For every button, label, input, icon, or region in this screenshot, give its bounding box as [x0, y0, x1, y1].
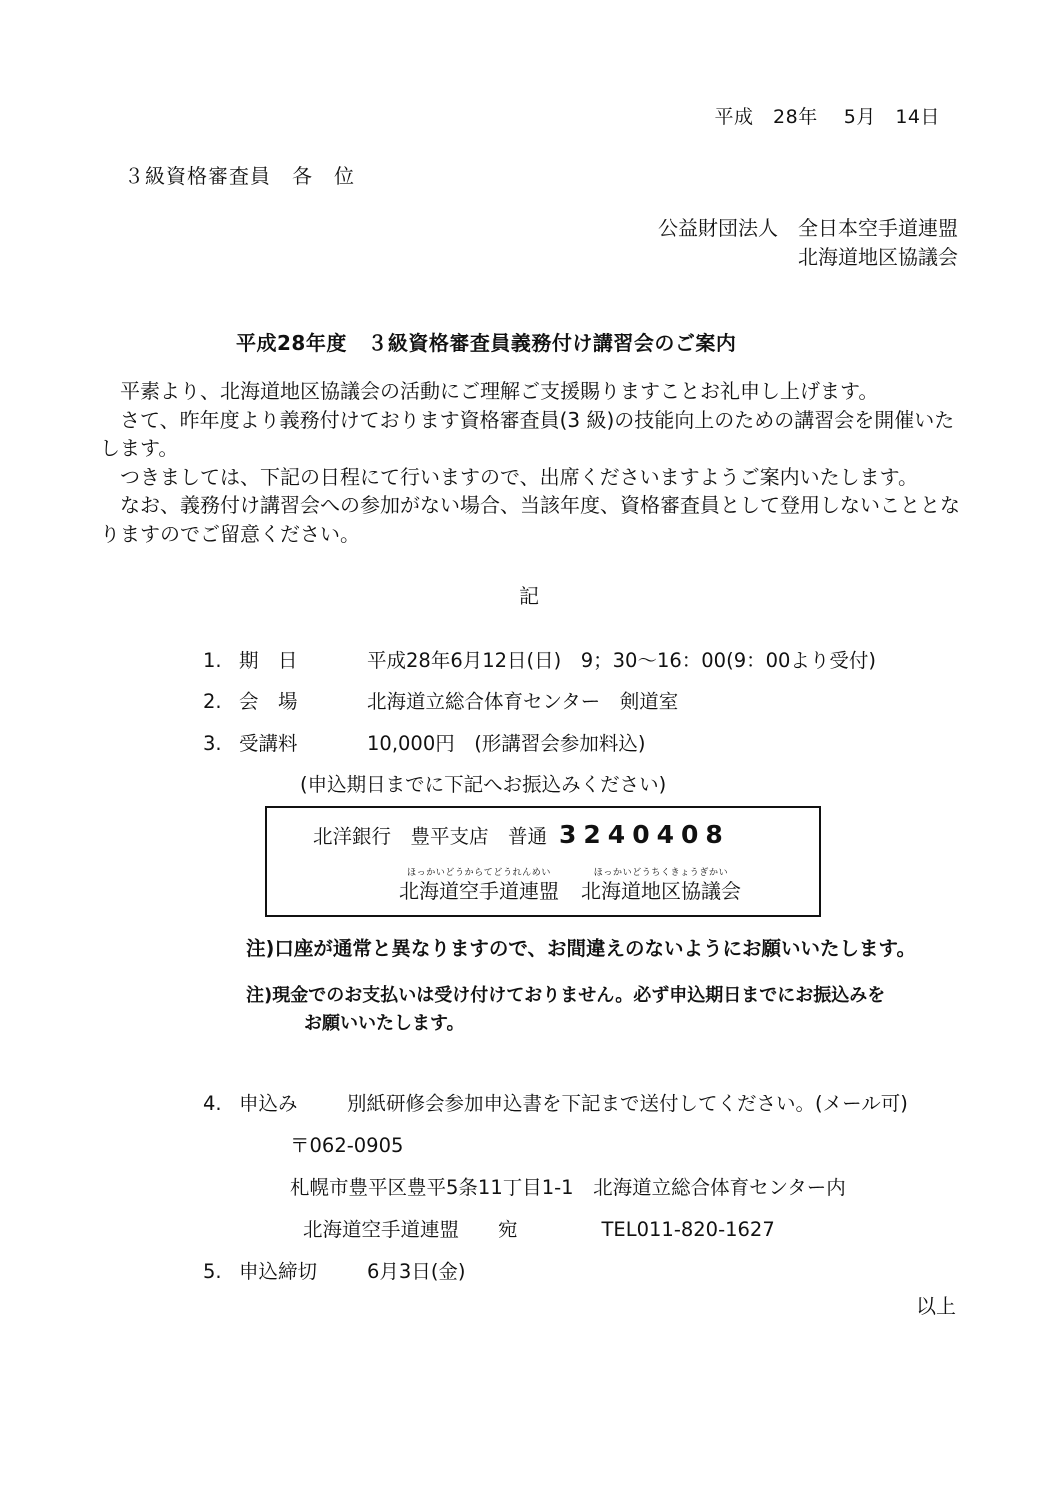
body-paragraph-greeting: 平素より、北海道地区協議会の活動にご理解ご支援賜りますことお礼申し上げます。: [120, 379, 879, 403]
sender-block: [658, 214, 958, 272]
note-payment: [246, 982, 966, 1038]
item-label: 期 日: [239, 649, 298, 672]
body-paragraph-warning: なお、義務付け講習会への参加がない場合、当該年度、資格審査員として登用しないこととなりますのでご留意ください。: [100, 493, 960, 546]
bank-info-line: [313, 820, 730, 849]
mailing-address: 札幌市豊平区豊平5条11丁目1-1 北海道立総合体育センター内: [290, 1176, 846, 1199]
item-fee: [203, 728, 645, 756]
item-number: 5.: [203, 1260, 222, 1283]
item-label: 受講料: [239, 732, 298, 755]
account-holder-federation: [399, 868, 559, 903]
recipient-name: 北海道空手道連盟 宛: [303, 1218, 518, 1241]
item-apply: [203, 1088, 908, 1116]
body-text: [100, 377, 960, 548]
bank-account-box: [265, 806, 821, 917]
note-payment-line1: 注)現金でのお支払いは受け付けておりません。必ず申込期日までにお振込みを: [246, 985, 886, 1006]
item-date: [203, 645, 876, 673]
body-paragraph-request: つきましては、下記の日程にて行いますので、出席くださいますようご案内いたします。: [120, 464, 918, 489]
note-account: 注)口座が通常と異なりますので、お間違えのないようにお願いいたします。: [246, 937, 916, 960]
item-value: 平成28年6月12日(日) 9；30～16：00(9：00より受付): [367, 649, 877, 672]
bank-branch: 北洋銀行 豊平支店 普通: [313, 825, 548, 848]
furigana-council: ほっかいどうちくきょうぎかい: [593, 868, 729, 878]
postal-code: 〒062-0905: [290, 1134, 404, 1157]
closing-mark: 以上: [916, 1294, 956, 1318]
council-name: 北海道地区協議会: [581, 879, 741, 903]
item-number: 4.: [203, 1092, 222, 1115]
item-number: 2.: [203, 690, 222, 713]
fee-transfer-note: (申込期日までに下記へお振込みください): [300, 773, 667, 796]
item-label: 申込締切: [239, 1260, 318, 1283]
item-value: 6月3日(金): [367, 1260, 466, 1283]
account-holder: [399, 868, 741, 903]
federation-name: 北海道空手道連盟: [399, 879, 559, 903]
item-label: 申込み: [239, 1092, 298, 1115]
item-deadline: [203, 1256, 466, 1284]
document-title: 平成28年度 ３級資格審査員義務付け講習会のご案内: [236, 331, 737, 355]
item-value: 北海道立総合体育センター 剣道室: [367, 690, 679, 713]
account-number: 3240408: [559, 820, 730, 849]
body-paragraph-announcement: さて、昨年度より義務付けております資格審査員(3 級)の技能向上のための講習会を開催いたします。: [100, 407, 955, 460]
item-number: 1.: [203, 649, 222, 672]
addressee: ３級資格審査員 各 位: [124, 164, 355, 188]
document-date: 平成 28年 5月 14日: [714, 106, 940, 128]
furigana-federation: ほっかいどうからてどうれんめい: [407, 868, 551, 878]
recipient-line: [303, 1214, 775, 1242]
telephone: TEL011-820-1627: [601, 1218, 775, 1241]
ki-heading: 記: [519, 584, 539, 608]
sender-organization: 公益財団法人 全日本空手道連盟: [658, 216, 958, 240]
item-number: 3.: [203, 732, 222, 755]
account-holder-council: [581, 868, 741, 903]
item-value: 別紙研修会参加申込書を下記まで送付してください。(メール可): [347, 1092, 908, 1115]
item-venue: [203, 686, 678, 714]
note-payment-line2: お願いいたします。: [304, 1013, 465, 1034]
item-value: 10,000円 (形講習会参加料込): [367, 732, 646, 755]
sender-council: 北海道地区協議会: [798, 245, 958, 269]
item-label: 会 場: [239, 690, 298, 713]
